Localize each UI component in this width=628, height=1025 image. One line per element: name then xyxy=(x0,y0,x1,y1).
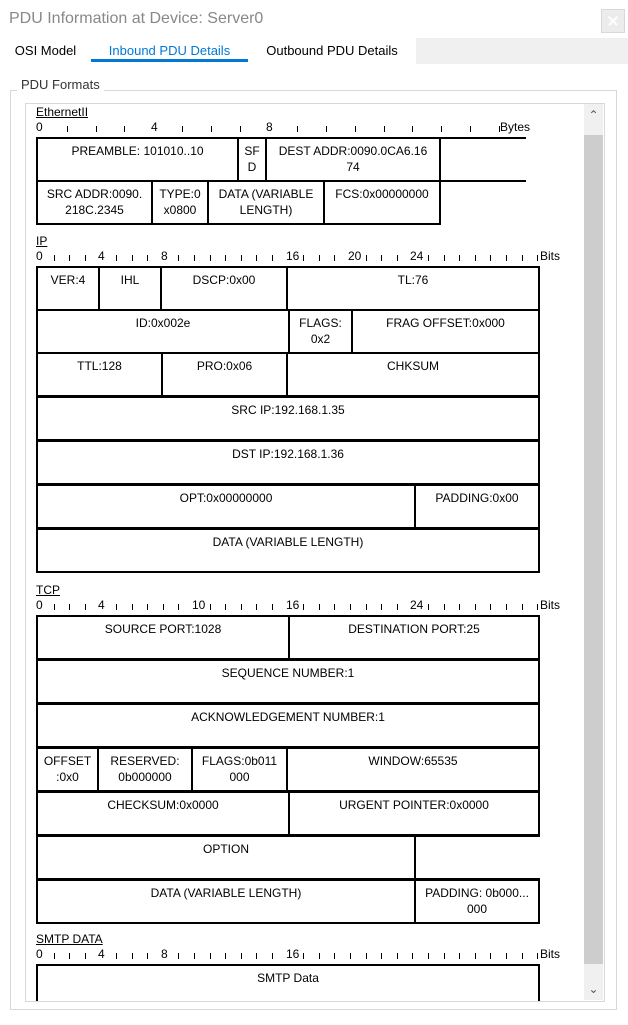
ip-ruler-unit: Bits xyxy=(540,249,561,263)
ethernet-ruler-label: 4 xyxy=(151,120,158,134)
tcp-ruler-tick xyxy=(537,604,538,610)
tcp-title: TCP xyxy=(36,583,60,597)
tcp-ruler-tick xyxy=(397,604,398,610)
ethernet-ruler-tick xyxy=(96,126,97,132)
tcp-field-checksum: CHECKSUM:0x0000 xyxy=(36,791,290,836)
tcp-ruler-tick xyxy=(178,604,179,610)
tcp-ruler-tick xyxy=(490,604,491,610)
ethernet-ruler-tick xyxy=(240,126,241,132)
tcp-ruler-tick xyxy=(163,604,164,610)
ip-field-src-ip: SRC IP:192.168.1.35 xyxy=(36,396,540,441)
tcp-field-source-port: SOURCE PORT:1028 xyxy=(36,615,290,660)
ip-ruler-tick xyxy=(272,255,273,261)
tcp-ruler-tick xyxy=(350,604,351,610)
tcp-field-empty xyxy=(414,835,540,880)
smtp-ruler-tick xyxy=(366,953,367,959)
ethernet-ruler-tick xyxy=(182,126,183,132)
ethernet-ruler-tick xyxy=(297,126,298,132)
ip-ruler-tick xyxy=(366,255,367,261)
tcp-ruler-tick xyxy=(522,604,523,610)
smtp-ruler-tick xyxy=(459,953,460,959)
tcp-field-offset: OFFSET :0x0 xyxy=(36,747,99,792)
ip-field-protocol: PRO:0x06 xyxy=(161,352,288,397)
tcp-ruler-tick xyxy=(69,604,70,610)
vertical-scrollbar[interactable] xyxy=(584,104,603,1000)
ethernet-field-preamble: PREAMBLE: 101010..10 xyxy=(36,137,239,182)
window-title: PDU Information at Device: Server0 xyxy=(9,10,264,27)
smtp-ruler xyxy=(36,947,561,962)
ethernet-field-empty xyxy=(439,137,526,182)
tcp-ruler-tick xyxy=(444,604,445,610)
smtp-ruler-label: 16 xyxy=(286,947,300,961)
smtp-ruler-tick xyxy=(147,953,148,959)
tcp-ruler-label: 4 xyxy=(98,598,105,612)
title-bar xyxy=(0,0,628,38)
tcp-ruler-tick xyxy=(381,604,382,610)
ip-ruler-tick xyxy=(194,255,195,261)
ip-ruler xyxy=(36,249,561,264)
smtp-ruler-tick xyxy=(381,953,382,959)
tcp-ruler-tick xyxy=(459,604,460,610)
ethernet-field-dest-addr: DEST ADDR:0090.0CA6.16 74 xyxy=(265,137,441,182)
ethernet-field-src-addr: SRC ADDR:0090. 218C.2345 xyxy=(36,180,153,225)
ethernet-ruler-unit: Bytes xyxy=(500,120,531,134)
smtp-ruler-tick xyxy=(350,953,351,959)
smtp-ruler-label: 8 xyxy=(161,947,168,961)
ethernet-field-data: DATA (VARIABLE LENGTH) xyxy=(207,180,325,225)
smtp-ruler-tick xyxy=(490,953,491,959)
smtp-ruler-tick xyxy=(272,953,273,959)
ethernet-field-fcs: FCS:0x00000000 xyxy=(323,180,441,225)
ip-ruler-tick xyxy=(178,255,179,261)
ip-field-dscp: DSCP:0x00 xyxy=(160,266,288,311)
ip-ruler-label: 8 xyxy=(161,249,168,263)
ethernet-ruler-tick xyxy=(412,126,413,132)
ip-ruler-label: 16 xyxy=(286,249,300,263)
ip-ruler-tick xyxy=(241,255,242,261)
ip-ruler-tick xyxy=(490,255,491,261)
ip-ruler-tick xyxy=(319,255,320,261)
tcp-ruler-tick xyxy=(272,604,273,610)
ip-field-options: OPT:0x00000000 xyxy=(36,484,416,529)
tcp-field-sequence-number: SEQUENCE NUMBER:1 xyxy=(36,659,540,704)
ethernet-ruler-tick xyxy=(124,126,125,132)
tcp-ruler-tick xyxy=(428,604,429,610)
ip-ruler-tick xyxy=(85,255,86,261)
tcp-field-padding: PADDING: 0b000... 000 xyxy=(414,879,540,924)
smtp-ruler-tick xyxy=(522,953,523,959)
ethernet-ruler-tick xyxy=(67,126,68,132)
tcp-field-window: WINDOW:65535 xyxy=(286,747,540,792)
ip-ruler-tick xyxy=(256,255,257,261)
ip-field-ihl: IHL xyxy=(98,266,162,311)
smtp-ruler-tick xyxy=(444,953,445,959)
smtp-ruler-tick xyxy=(506,953,507,959)
scroll-up-icon[interactable]: ⌃ xyxy=(588,108,599,122)
tcp-field-option: OPTION xyxy=(36,835,416,880)
ip-ruler-tick xyxy=(459,255,460,261)
ethernet-ruler-tick xyxy=(326,126,327,132)
smtp-ruler-tick xyxy=(475,953,476,959)
ethernet-title: EthernetII xyxy=(36,105,89,119)
ip-title: IP xyxy=(36,234,48,248)
smtp-ruler-tick xyxy=(256,953,257,959)
ethernet-ruler-tick xyxy=(355,126,356,132)
ip-ruler-tick xyxy=(132,255,133,261)
ip-ruler-tick xyxy=(116,255,117,261)
smtp-ruler-tick xyxy=(178,953,179,959)
ip-ruler-tick xyxy=(210,255,211,261)
smtp-ruler-tick xyxy=(194,953,195,959)
smtp-ruler-tick xyxy=(85,953,86,959)
tcp-field-urgent-pointer: URGENT POINTER:0x0000 xyxy=(288,791,540,836)
smtp-ruler-tick xyxy=(132,953,133,959)
tcp-field-data: DATA (VARIABLE LENGTH) xyxy=(36,879,416,924)
ip-ruler-tick xyxy=(303,255,304,261)
ip-ruler-label: 4 xyxy=(98,249,105,263)
ip-field-id: ID:0x002e xyxy=(36,309,290,354)
ip-ruler-label: 0 xyxy=(36,249,43,263)
pdu-scroll-area[interactable] xyxy=(25,103,605,1002)
ethernet-ruler-tick xyxy=(384,126,385,132)
ip-ruler-label: 24 xyxy=(410,249,424,263)
tcp-ruler-tick xyxy=(334,604,335,610)
ip-ruler-tick xyxy=(225,255,226,261)
smtp-ruler-tick xyxy=(397,953,398,959)
smtp-ruler-tick xyxy=(225,953,226,959)
smtp-ruler-tick xyxy=(54,953,55,959)
tcp-field-ack-number: ACKNOWLEDGEMENT NUMBER:1 xyxy=(36,703,540,748)
smtp-ruler-label: 0 xyxy=(36,947,43,961)
tab-osi-model[interactable]: OSI Model xyxy=(14,43,77,58)
group-label: PDU Formats xyxy=(17,77,104,92)
ethernet-ruler-tick xyxy=(441,126,442,132)
tcp-field-reserved: RESERVED: 0b000000 xyxy=(97,747,193,792)
tcp-ruler-label: 24 xyxy=(410,598,424,612)
smtp-title: SMTP DATA xyxy=(36,932,103,946)
tcp-ruler-tick xyxy=(241,604,242,610)
tcp-ruler-tick xyxy=(85,604,86,610)
ip-ruler-tick xyxy=(444,255,445,261)
tcp-ruler-tick xyxy=(116,604,117,610)
tcp-ruler-label: 16 xyxy=(286,598,300,612)
ip-field-flags: FLAGS: 0x2 xyxy=(288,309,353,354)
active-tab-indicator xyxy=(91,59,248,62)
smtp-ruler-tick xyxy=(334,953,335,959)
smtp-ruler-tick xyxy=(537,953,538,959)
ethernet-field-sfd: SF D xyxy=(237,137,267,182)
tcp-ruler-tick xyxy=(475,604,476,610)
tcp-ruler-label: 0 xyxy=(36,598,43,612)
scroll-down-icon[interactable]: ⌄ xyxy=(588,982,599,996)
ethernet-ruler-label: 0 xyxy=(36,120,43,134)
tcp-ruler-tick xyxy=(225,604,226,610)
tab-inbound-pdu-details[interactable]: Inbound PDU Details xyxy=(108,43,231,58)
ip-ruler-tick xyxy=(334,255,335,261)
tcp-ruler-tick xyxy=(303,604,304,610)
ip-ruler-label: 20 xyxy=(348,249,362,263)
ip-ruler-tick xyxy=(506,255,507,261)
tcp-ruler-tick xyxy=(319,604,320,610)
ip-ruler-tick xyxy=(381,255,382,261)
ip-field-checksum: CHKSUM xyxy=(286,352,540,397)
tcp-ruler-tick xyxy=(210,604,211,610)
smtp-ruler-tick xyxy=(303,953,304,959)
smtp-ruler-tick xyxy=(412,953,413,959)
tcp-field-flags: FLAGS:0b011 000 xyxy=(191,747,288,792)
tcp-ruler-unit: Bits xyxy=(540,598,561,612)
tcp-ruler-tick xyxy=(147,604,148,610)
smtp-ruler-tick xyxy=(241,953,242,959)
ip-ruler-tick xyxy=(69,255,70,261)
tcp-ruler xyxy=(36,598,561,613)
ip-field-tl: TL:76 xyxy=(286,266,540,311)
ip-ruler-tick xyxy=(397,255,398,261)
ethernet-ruler-tick xyxy=(211,126,212,132)
smtp-ruler-tick xyxy=(116,953,117,959)
ethernet-ruler-tick xyxy=(470,126,471,132)
ethernet-field-type: TYPE:0 x0800 xyxy=(151,180,209,225)
smtp-ruler-tick xyxy=(428,953,429,959)
smtp-ruler-tick xyxy=(210,953,211,959)
ip-field-ttl: TTL:128 xyxy=(36,352,163,397)
ip-ruler-tick xyxy=(475,255,476,261)
ip-ruler-tick xyxy=(522,255,523,261)
tcp-ruler-tick xyxy=(54,604,55,610)
scroll-thumb[interactable] xyxy=(584,135,603,964)
ip-field-dst-ip: DST IP:192.168.1.36 xyxy=(36,440,540,485)
ip-ruler-tick xyxy=(147,255,148,261)
tab-strip-fill xyxy=(416,38,628,64)
smtp-ruler-tick xyxy=(69,953,70,959)
tcp-ruler-tick xyxy=(506,604,507,610)
ip-ruler-tick xyxy=(428,255,429,261)
smtp-ruler-unit: Bits xyxy=(540,947,561,961)
ip-field-padding: PADDING:0x00 xyxy=(414,484,540,529)
tcp-ruler-tick xyxy=(366,604,367,610)
tab-outbound-pdu-details[interactable]: Outbound PDU Details xyxy=(266,43,398,58)
ip-field-data: DATA (VARIABLE LENGTH) xyxy=(36,528,540,573)
ip-ruler-tick xyxy=(54,255,55,261)
smtp-ruler-label: 4 xyxy=(98,947,105,961)
smtp-field-data: SMTP Data xyxy=(36,964,540,1002)
ip-ruler-tick xyxy=(537,255,538,261)
ip-field-ver: VER:4 xyxy=(36,266,100,311)
ethernet-ruler xyxy=(36,121,532,135)
ip-field-frag-offset: FRAG OFFSET:0x000 xyxy=(351,309,540,354)
smtp-ruler-tick xyxy=(319,953,320,959)
ethernet-ruler-label: 8 xyxy=(266,120,273,134)
close-button[interactable] xyxy=(601,9,625,33)
tcp-ruler-tick xyxy=(132,604,133,610)
tcp-ruler-label: 10 xyxy=(192,598,206,612)
tcp-field-destination-port: DESTINATION PORT:25 xyxy=(288,615,540,660)
tcp-ruler-tick xyxy=(256,604,257,610)
